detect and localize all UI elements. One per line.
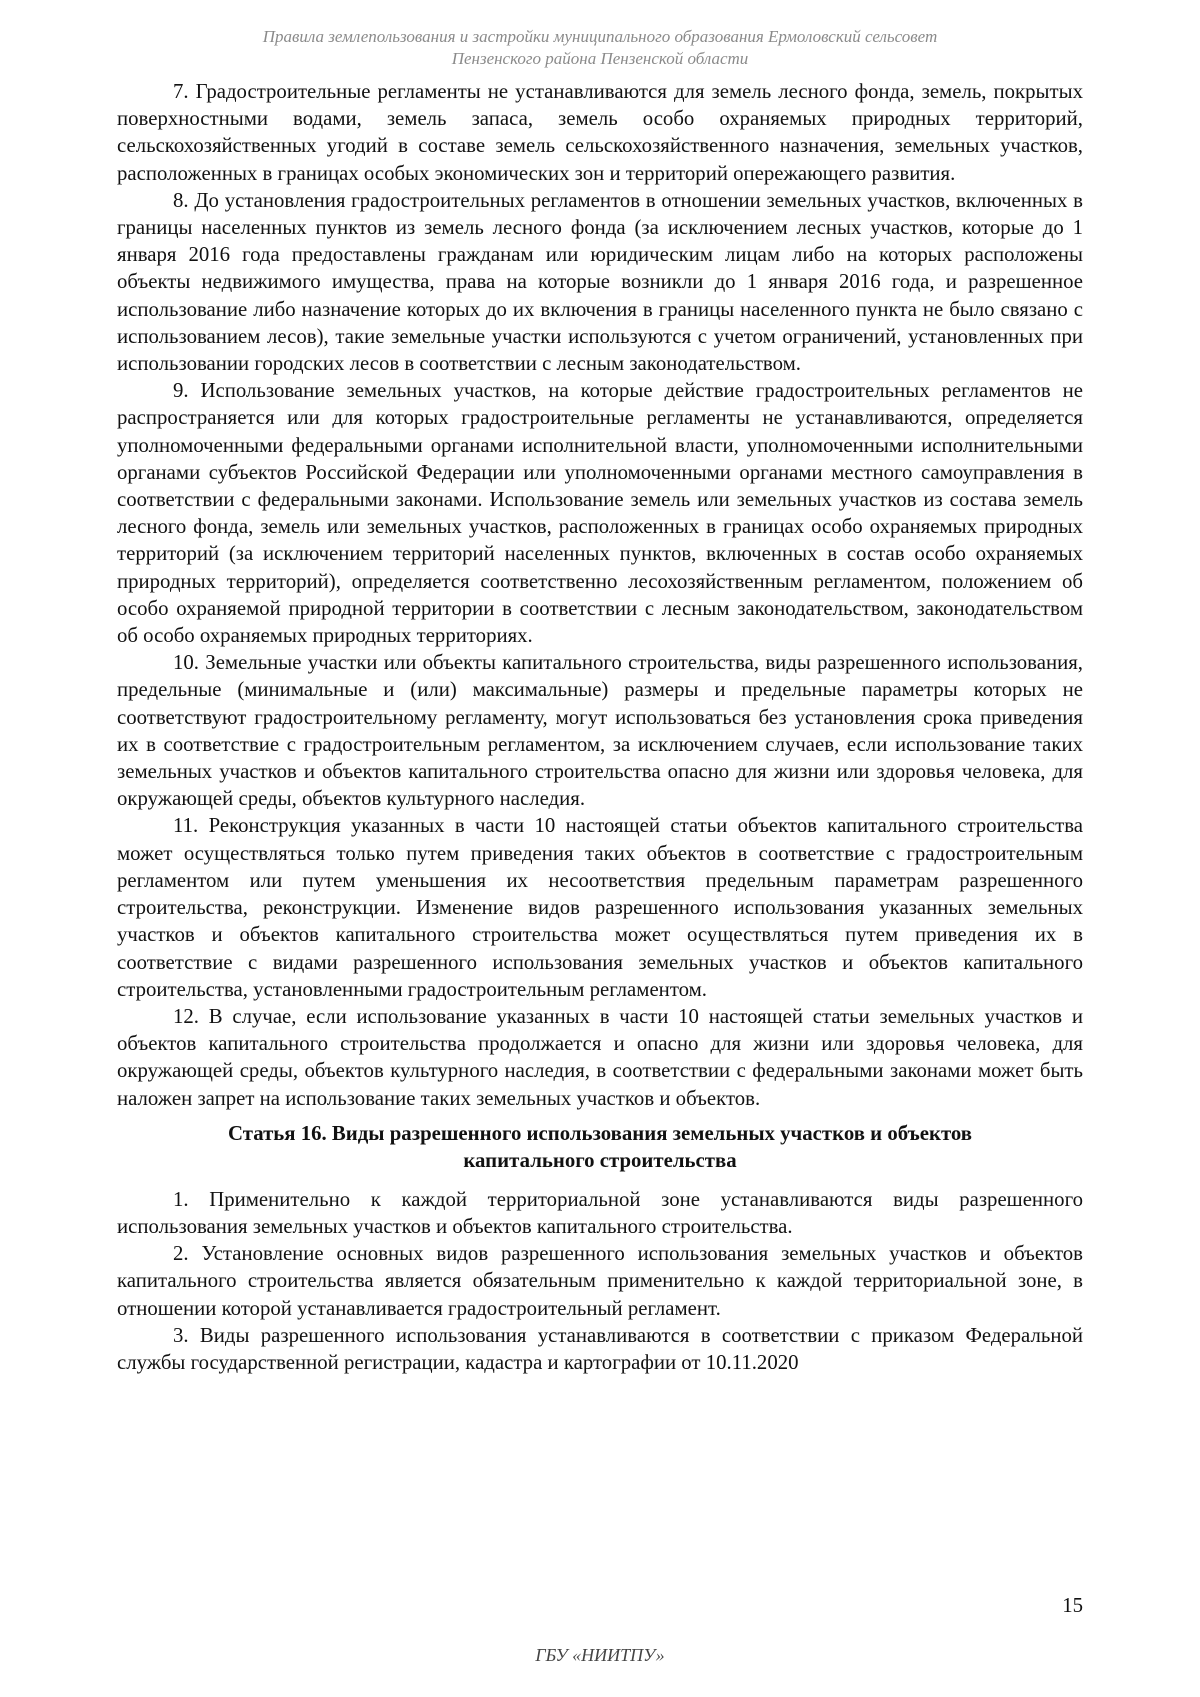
section-title <box>117 1120 1083 1174</box>
running-header-line-1: Правила землепользования и застройки муниципального образования Ермоловский сельсовет <box>262 27 938 46</box>
running-footer: ГБУ «НИИТПУ» <box>535 1645 665 1665</box>
section-paragraph-2: 2. Установление основных видов разрешенного использования земельных участков и объектов капитального строительства является обязательным применительно к каждой территориальной зоне, в отношении которой устанавливается градостроительный регламент. <box>117 1242 1083 1320</box>
page-number: 15 <box>1062 1594 1083 1617</box>
paragraph-10: 10. Земельные участки или объекты капитального строительства, виды разрешенного использования, предельные (минимальные и (или) максимальные) размеры и предельные параметры которых не соответствуют градостроительному регламенту, могут использоваться без установления срока приведения их в соответствие с градостроительным регламентом, за исключением случаев, если использование таких земельных участков и объектов капитального строительства опасно для жизни или здоровья человека, для окружающей среды, объектов культурного наследия. <box>117 651 1083 811</box>
section-paragraph-3: 3. Виды разрешенного использования устанавливаются в соответствии с приказом Федеральной службы государственной регистрации, кадастра и картографии от 10.11.2020 <box>117 1323 1083 1374</box>
section-title-line-2: капитального строительства <box>463 1148 737 1172</box>
section-paragraph-1: 1. Применительно к каждой территориальной зоне устанавливаются виды разрешенного использования земельных участков и объектов капитального строительства. <box>117 1187 1083 1238</box>
paragraph-8: 8. До установления градостроительных регламентов в отношении земельных участков, включенных в границы населенных пунктов из земель лесного фонда (за исключением лесных участков, которые до 1 января 2016 года предоставлены гражданам или юридическим лицам либо на которых расположены объекты недвижимого имущества, права на которые возникли до 1 января 2016 года, и разрешенное использование либо назначение которых до их включения в границы населенного пункта не было связано с использованием лесов), такие земельные участки используются с учетом ограничений, установленных при использовании городских лесов в соответствии с лесным законодательством. <box>117 188 1083 376</box>
section-title-line-1: Статья 16. Виды разрешенного использования земельных участков и объектов <box>228 1121 972 1145</box>
paragraph-7: 7. Градостроительные регламенты не устанавливаются для земель лесного фонда, земель, покрытых поверхностными водами, земель запаса, земель особо охраняемых природных территорий, сельскохозяйственных угодий в составе земель сельскохозяйственного назначения, земельных участков, расположенных в границах особых экономических зон и территорий опережающего развития. <box>117 80 1083 185</box>
running-header-line-2: Пензенского района Пензенской области <box>451 49 749 68</box>
paragraph-12: 12. В случае, если использование указанных в части 10 настоящей статьи земельных участков и объектов капитального строительства продолжается и опасно для жизни или здоровья человека, для окружающей среды, объектов культурного наследия, в соответствии с федеральными законами может быть наложен запрет на использование таких земельных участков и объектов. <box>117 1004 1083 1110</box>
running-header <box>0 26 1200 70</box>
paragraph-11: 11. Реконструкция указанных в части 10 настоящей статьи объектов капитального строительства может осуществляться только путем приведения таких объектов в соответствие с градостроительным регламентом или путем уменьшения их несоответствия предельным параметрам разрешенного строительства, реконструкции. Изменение видов разрешенного использования указанных земельных участков и объектов капитального строительства может осуществляться путем приведения их в соответствие с видами разрешенного использования земельных участков и объектов капитального строительства, установленными градостроительным регламентом. <box>117 814 1083 1001</box>
paragraph-9: 9. Использование земельных участков, на которые действие градостроительных регламентов не распространяется или для которых градостроительные регламенты не устанавливаются, определяется уполномоченными федеральными органами исполнительной власти, уполномоченными исполнительными органами субъектов Российской Федерации или уполномоченными органами местного самоуправления в соответствии с федеральными законами. Использование земель или земельных участков из состава земель лесного фонда, земель или земельных участков, расположенных в границах особо охраняемых природных территорий (за исключением территорий населенных пунктов, включенных в состав особо охраняемых природных территорий), определяется соответственно лесохозяйственным регламентом, положением об особо охраняемой природной территории в соответствии с лесным законодательством, законодательством об особо охраняемых природных территориях. <box>117 379 1083 648</box>
document-body <box>117 78 1083 1376</box>
